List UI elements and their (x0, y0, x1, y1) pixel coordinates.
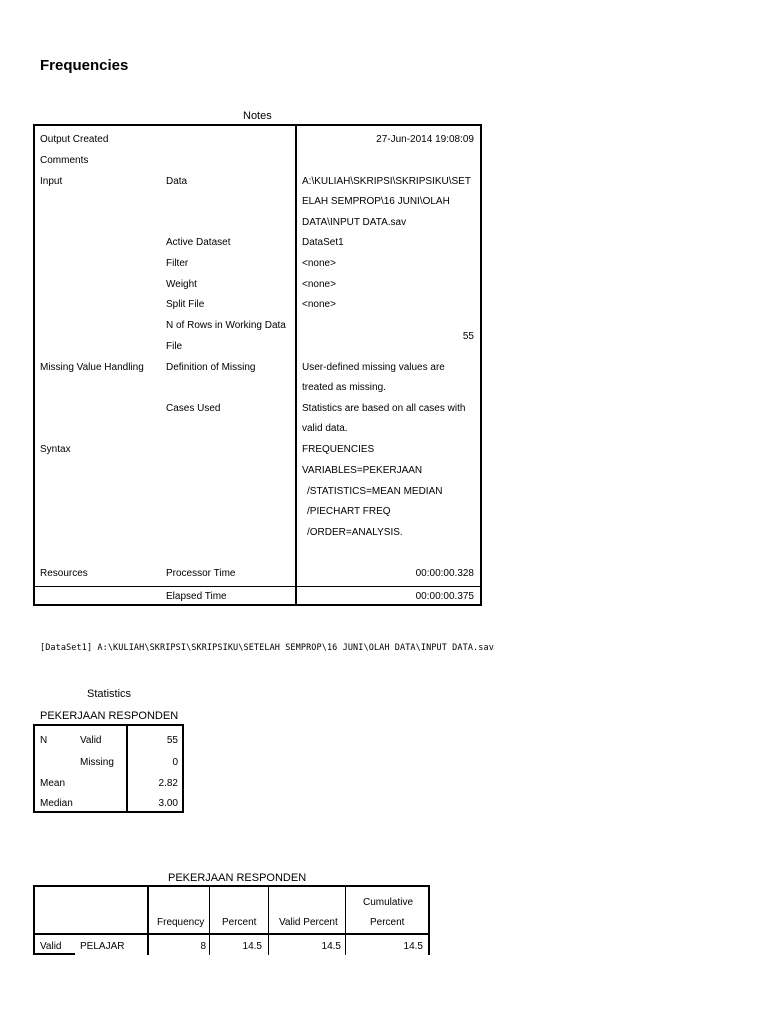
syntax-line-5: /ORDER=ANALYSIS. (307, 527, 403, 538)
freq-col-divider-3 (345, 885, 346, 955)
valid-percent-value: 14.5 (321, 941, 341, 952)
mean-value: 2.82 (158, 778, 178, 789)
notes-divider (295, 124, 297, 606)
statistics-caption: Statistics (87, 688, 132, 700)
syntax-line-3: /STATISTICS=MEAN MEDIAN (307, 486, 443, 497)
freq-stub-divider (147, 885, 149, 955)
col-frequency: Frequency (157, 917, 205, 928)
syntax-line-1: FREQUENCIES (302, 444, 375, 455)
processor-time-label: Processor Time (166, 568, 236, 579)
n-rows-label-1: N of Rows in Working Data (166, 320, 286, 331)
filter-value: <none> (302, 258, 336, 269)
median-value: 3.00 (158, 798, 178, 809)
split-file-label: Split File (166, 299, 205, 310)
weight-label: Weight (166, 279, 197, 290)
active-dataset-value: DataSet1 (302, 237, 344, 248)
n-rows-value: 55 (462, 331, 474, 342)
output-created-label: Output Created (40, 134, 109, 145)
percent-value: 14.5 (242, 941, 262, 952)
processor-time-value: 00:00:00.328 (415, 568, 474, 579)
notes-caption: Notes (243, 110, 272, 122)
freq-caption: PEKERJAAN RESPONDEN (168, 872, 307, 884)
n-label: N (40, 735, 48, 746)
n-rows-label-2: File (166, 341, 183, 352)
freq-stub-underline (33, 953, 75, 955)
cases-used-value-2: valid data. (302, 423, 348, 434)
mean-label: Mean (40, 778, 66, 789)
dataset-path-line: [DataSet1] A:\KULIAH\SKRIPSI\SKRIPSIKU\SETELAH SEMPROP\16 JUNI\OLAH DATA\INPUT DATA.sav (40, 643, 494, 653)
row-group-valid: Valid (40, 941, 62, 952)
col-valid-percent: Valid Percent (279, 917, 338, 928)
data-value-3: DATA\INPUT DATA.sav (302, 217, 407, 228)
filter-label: Filter (166, 258, 189, 269)
active-dataset-label: Active Dataset (166, 237, 231, 248)
split-file-value: <none> (302, 299, 336, 310)
syntax-label: Syntax (40, 444, 71, 455)
freq-header-border (33, 933, 430, 935)
elapsed-time-value: 00:00:00.375 (415, 591, 474, 602)
cases-used-value-1: Statistics are based on all cases with (302, 403, 466, 414)
col-cumulative-1: Cumulative (363, 897, 414, 908)
resources-label: Resources (40, 568, 88, 579)
definition-missing-value-2: treated as missing. (302, 382, 386, 393)
data-value-1: A:\KULIAH\SKRIPSI\SKRIPSIKU\SET (302, 176, 471, 187)
missing-value: 0 (172, 757, 178, 768)
statistics-divider (126, 724, 128, 813)
notes-row-divider (33, 586, 482, 587)
data-label: Data (166, 176, 188, 187)
cases-used-label: Cases Used (166, 403, 221, 414)
valid-label: Valid (80, 735, 102, 746)
weight-value: <none> (302, 279, 336, 290)
definition-missing-label: Definition of Missing (166, 362, 256, 373)
syntax-line-4: /PIECHART FREQ (307, 506, 391, 517)
comments-label: Comments (40, 155, 89, 166)
col-cumulative-2: Percent (370, 917, 405, 928)
page-title: Frequencies (40, 57, 129, 74)
input-label: Input (40, 176, 63, 187)
freq-col-divider-1 (209, 885, 210, 955)
cumulative-percent-value: 14.5 (403, 941, 423, 952)
statistics-variable: PEKERJAAN RESPONDEN (40, 710, 179, 722)
missing-handling-label: Missing Value Handling (40, 362, 144, 373)
freq-col-divider-2 (268, 885, 269, 955)
syntax-line-2: VARIABLES=PEKERJAAN (302, 465, 423, 476)
median-label: Median (40, 798, 73, 809)
missing-label: Missing (80, 757, 114, 768)
elapsed-time-label: Elapsed Time (166, 591, 227, 602)
definition-missing-value-1: User-defined missing values are (302, 362, 445, 373)
data-value-2: ELAH SEMPROP\16 JUNI\OLAH (302, 196, 450, 207)
col-percent: Percent (222, 917, 257, 928)
output-created-value: 27-Jun-2014 19:08:09 (376, 134, 474, 145)
row-label-pelajar: PELAJAR (80, 941, 125, 952)
valid-value: 55 (166, 735, 178, 746)
frequency-value: 8 (200, 941, 206, 952)
